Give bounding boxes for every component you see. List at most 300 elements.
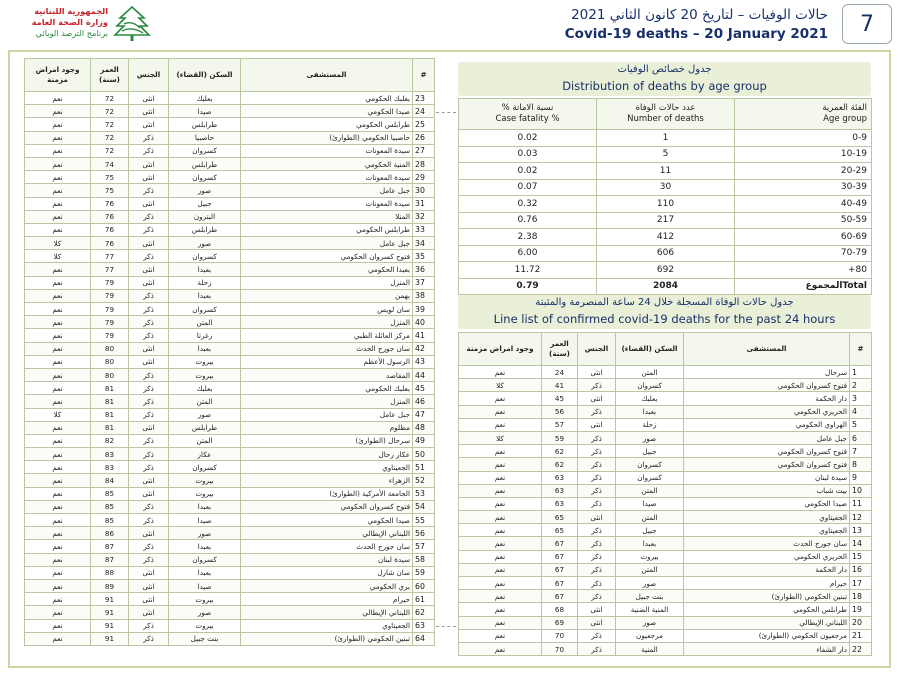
hospital-cell: دار الحكمة xyxy=(684,563,850,576)
case-fatality-cell: 0.02 xyxy=(459,130,597,147)
chronic-disease-cell: كلا xyxy=(25,408,91,421)
row-number-cell: 51 xyxy=(413,461,435,474)
residence-cell: المتن xyxy=(616,563,684,576)
hospital-cell: الجعيتاوي xyxy=(241,461,413,474)
deaths-count-cell: 412 xyxy=(597,229,735,246)
gender-cell: انثى xyxy=(129,342,169,355)
age-cell: 74 xyxy=(91,157,129,170)
row-number-cell: 18 xyxy=(850,590,872,603)
gender-cell: انثى xyxy=(129,527,169,540)
gender-cell: ذكر xyxy=(129,553,169,566)
total-label-english: Total xyxy=(842,281,867,292)
residence-cell: صور xyxy=(169,184,241,197)
hospital-cell: طرابلس الحكومي xyxy=(241,223,413,236)
age-cell: 72 xyxy=(91,105,129,118)
table-row xyxy=(25,157,435,170)
row-number-cell: 26 xyxy=(413,131,435,144)
gender-cell: ذكر xyxy=(129,500,169,513)
row-number-cell: 10 xyxy=(850,484,872,497)
row-number-cell: 12 xyxy=(850,511,872,524)
gender-cell: ذكر xyxy=(578,471,616,484)
row-number-cell: 30 xyxy=(413,184,435,197)
logo-line-ministry: وزارة الصحة العامة xyxy=(31,17,108,27)
age-cell: 65 xyxy=(542,524,578,537)
gender-cell: انثى xyxy=(129,474,169,487)
row-number-cell: 3 xyxy=(850,392,872,405)
table-row xyxy=(459,212,872,229)
line-list-section-title xyxy=(458,295,871,329)
page-title-arabic: حالات الوفيات – لتاريخ 20 كانون الثاني 2021 xyxy=(571,7,828,23)
hospital-cell: جبل عامل xyxy=(241,408,413,421)
chronic-disease-cell: نعم xyxy=(25,368,91,381)
row-number-cell: 29 xyxy=(413,171,435,184)
row-number-cell: 59 xyxy=(413,566,435,579)
residence-cell: صور xyxy=(169,408,241,421)
residence-cell: بيروت xyxy=(169,355,241,368)
line-list-table xyxy=(458,332,872,656)
table-row xyxy=(459,418,872,431)
hospital-cell: مركز العائلة الطبي xyxy=(241,329,413,342)
chronic-disease-cell: نعم xyxy=(459,405,542,418)
connector-line-top xyxy=(436,112,456,113)
table-row xyxy=(459,405,872,418)
gender-cell: انثى xyxy=(578,366,616,379)
age-cell: 84 xyxy=(91,474,129,487)
row-number-cell: 31 xyxy=(413,197,435,210)
gender-cell: ذكر xyxy=(578,563,616,576)
case-fatality-cell: 0.76 xyxy=(459,212,597,229)
gender-cell: ذكر xyxy=(578,497,616,510)
age-cell: 24 xyxy=(542,366,578,379)
residence-cell: بعبدا xyxy=(616,405,684,418)
table-row xyxy=(25,92,435,105)
residence-cell: المتن xyxy=(169,395,241,408)
hospital-cell: اللبناني الإيطالي xyxy=(241,527,413,540)
gender-cell: انثى xyxy=(578,392,616,405)
chronic-disease-cell: نعم xyxy=(25,527,91,540)
residence-cell: البترون xyxy=(169,210,241,223)
age-cell: 67 xyxy=(542,577,578,590)
hospital-cell: جبل عامل xyxy=(241,237,413,250)
case-fatality-cell: 0.32 xyxy=(459,196,597,213)
age-cell: 87 xyxy=(91,540,129,553)
table-row xyxy=(459,163,872,180)
residence-cell: المنية xyxy=(616,642,684,655)
gender-cell: ذكر xyxy=(578,577,616,590)
total-deaths: 2084 xyxy=(597,278,735,295)
age-cell: 67 xyxy=(542,537,578,550)
row-number-cell: 11 xyxy=(850,497,872,510)
gender-cell: انثى xyxy=(578,616,616,629)
logo-line-program: برنامج الترصد الوبائي xyxy=(35,28,108,38)
residence-cell: صيدا xyxy=(169,579,241,592)
gender-cell: ذكر xyxy=(129,395,169,408)
col-header-deaths xyxy=(597,99,735,130)
hospital-cell: دار الحكمة xyxy=(684,392,850,405)
hospital-cell: بعلبك الحكومي xyxy=(241,382,413,395)
gender-cell: انثى xyxy=(129,606,169,619)
gender-cell: ذكر xyxy=(578,431,616,444)
row-number-cell: 16 xyxy=(850,563,872,576)
row-number-cell: 38 xyxy=(413,289,435,302)
deaths-header-english: Number of deaths xyxy=(627,114,704,124)
left-deaths-table xyxy=(24,58,435,646)
age-cell: 88 xyxy=(91,566,129,579)
residence-cell: بنت جبيل xyxy=(616,590,684,603)
col-header-number: # xyxy=(850,333,872,366)
residence-cell: بيروت xyxy=(169,619,241,632)
row-number-cell: 17 xyxy=(850,577,872,590)
row-number-cell: 37 xyxy=(413,276,435,289)
table-row xyxy=(459,577,872,590)
chronic-disease-cell: نعم xyxy=(25,593,91,606)
chronic-disease-cell: نعم xyxy=(25,276,91,289)
gender-cell: ذكر xyxy=(578,537,616,550)
gender-cell: انثى xyxy=(129,579,169,592)
hospital-cell: اللبناني الإيطالي xyxy=(684,616,850,629)
age-cell: 69 xyxy=(542,616,578,629)
chronic-disease-cell: نعم xyxy=(459,445,542,458)
age-cell: 79 xyxy=(91,289,129,302)
gender-cell: ذكر xyxy=(129,540,169,553)
age-cell: 91 xyxy=(91,606,129,619)
residence-cell: المتن xyxy=(616,366,684,379)
row-number-cell: 34 xyxy=(413,237,435,250)
row-number-cell: 56 xyxy=(413,527,435,540)
deaths-count-cell: 30 xyxy=(597,179,735,196)
hospital-cell: سرحال xyxy=(684,366,850,379)
age-group-cell: 20-29 xyxy=(735,163,872,180)
ministry-logo xyxy=(8,4,158,44)
age-cell: 76 xyxy=(91,210,129,223)
cfr-header-arabic: نسبة الاماتة % xyxy=(501,103,554,113)
age-cell: 83 xyxy=(91,461,129,474)
hospital-cell: عكار رحال xyxy=(241,448,413,461)
gender-cell: ذكر xyxy=(129,303,169,316)
total-row xyxy=(459,278,872,295)
table-row xyxy=(25,276,435,289)
chronic-disease-cell: نعم xyxy=(25,448,91,461)
gender-cell: انثى xyxy=(129,487,169,500)
hospital-cell: المنزل xyxy=(241,395,413,408)
table-row xyxy=(25,474,435,487)
case-fatality-cell: 0.07 xyxy=(459,179,597,196)
hospital-cell: جبل عامل xyxy=(241,184,413,197)
age-cell: 63 xyxy=(542,497,578,510)
residence-cell: المتن xyxy=(616,511,684,524)
hospital-cell: بعلبك الحكومي xyxy=(241,92,413,105)
row-number-cell: 25 xyxy=(413,118,435,131)
age-cell: 85 xyxy=(91,514,129,527)
hospital-cell: بري الحكومي xyxy=(241,579,413,592)
chronic-disease-cell: كلا xyxy=(459,379,542,392)
hospital-cell: الجعيتاوي xyxy=(684,511,850,524)
table-header-row xyxy=(459,333,872,366)
hospital-cell: المنية الحكومي xyxy=(241,157,413,170)
gender-cell: ذكر xyxy=(578,642,616,655)
row-number-cell: 21 xyxy=(850,629,872,642)
chronic-disease-cell: نعم xyxy=(25,92,91,105)
page-title-english: Covid-19 deaths – 20 January 2021 xyxy=(564,26,828,42)
age-cell: 56 xyxy=(542,405,578,418)
row-number-cell: 40 xyxy=(413,316,435,329)
residence-cell: زحلة xyxy=(169,276,241,289)
residence-cell: المتن xyxy=(169,316,241,329)
chronic-disease-cell: نعم xyxy=(25,553,91,566)
gender-cell: ذكر xyxy=(129,210,169,223)
residence-cell: المنية الضنية xyxy=(616,603,684,616)
gender-cell: ذكر xyxy=(129,329,169,342)
hospital-cell: حيرام xyxy=(241,593,413,606)
col-header-chronic: وجود امراض مزمنة xyxy=(459,333,542,366)
age-cell: 91 xyxy=(91,593,129,606)
gender-cell: انثى xyxy=(129,105,169,118)
chronic-disease-cell: نعم xyxy=(459,418,542,431)
gender-cell: ذكر xyxy=(578,445,616,458)
table-row xyxy=(25,500,435,513)
hospital-cell: اللبناني الإيطالي xyxy=(241,606,413,619)
col-header-age: العمر (سنة) xyxy=(91,59,129,92)
age-group-cell: 50-59 xyxy=(735,212,872,229)
residence-cell: بيروت xyxy=(169,487,241,500)
table-row xyxy=(459,590,872,603)
table-row xyxy=(25,105,435,118)
age-cell: 89 xyxy=(91,579,129,592)
hospital-cell: الحريري الحكومي xyxy=(684,550,850,563)
table-row xyxy=(25,619,435,632)
residence-cell: بيروت xyxy=(169,368,241,381)
table-row xyxy=(459,563,872,576)
residence-cell: مرجعيون xyxy=(616,629,684,642)
table-row xyxy=(459,471,872,484)
table-row xyxy=(459,603,872,616)
chronic-disease-cell: نعم xyxy=(25,474,91,487)
table-row xyxy=(25,632,435,645)
gender-cell: ذكر xyxy=(129,184,169,197)
table-row xyxy=(459,458,872,471)
row-number-cell: 19 xyxy=(850,603,872,616)
residence-cell: بعبدا xyxy=(169,342,241,355)
gender-cell: ذكر xyxy=(578,484,616,497)
chronic-disease-cell: نعم xyxy=(25,157,91,170)
col-header-gender: الجنس xyxy=(129,59,169,92)
age-title-arabic: جدول خصائص الوفيات xyxy=(617,64,712,75)
table-row xyxy=(25,579,435,592)
table-row xyxy=(25,408,435,421)
age-cell: 91 xyxy=(91,619,129,632)
gender-cell: ذكر xyxy=(129,632,169,645)
age-cell: 80 xyxy=(91,342,129,355)
age-group-cell: 70-79 xyxy=(735,245,872,262)
chronic-disease-cell: كلا xyxy=(25,237,91,250)
chronic-disease-cell: نعم xyxy=(25,606,91,619)
hospital-cell: سيدة المعونات xyxy=(241,171,413,184)
table-row xyxy=(25,316,435,329)
age-cell: 65 xyxy=(542,511,578,524)
table-row xyxy=(459,366,872,379)
table-row xyxy=(459,484,872,497)
chronic-disease-cell: نعم xyxy=(25,303,91,316)
row-number-cell: 42 xyxy=(413,342,435,355)
chronic-disease-cell: نعم xyxy=(459,629,542,642)
deaths-count-cell: 5 xyxy=(597,146,735,163)
gender-cell: ذكر xyxy=(129,144,169,157)
age-cell: 77 xyxy=(91,263,129,276)
chronic-disease-cell: نعم xyxy=(25,263,91,276)
age-cell: 76 xyxy=(91,197,129,210)
hospital-cell: حاصبيا الحكومي (الطوارئ) xyxy=(241,131,413,144)
line-list-title-arabic: جدول حالات الوفاة المسجلة خلال 24 ساعة المنصرمة والمثبتة xyxy=(535,297,794,308)
age-cell: 77 xyxy=(91,250,129,263)
gender-cell: ذكر xyxy=(129,514,169,527)
chronic-disease-cell: نعم xyxy=(25,131,91,144)
hospital-cell: بهمن xyxy=(241,289,413,302)
gender-cell: ذكر xyxy=(578,590,616,603)
case-fatality-cell: 11.72 xyxy=(459,262,597,279)
hospital-cell: المنلا xyxy=(241,210,413,223)
residence-cell: بعبدا xyxy=(169,289,241,302)
col-header-chronic: وجود امراض مزمنة xyxy=(25,59,91,92)
hospital-cell: صيدا الحكومي xyxy=(241,105,413,118)
age-group-cell: 60-69 xyxy=(735,229,872,246)
chronic-disease-cell: نعم xyxy=(459,642,542,655)
residence-cell: جبيل xyxy=(169,197,241,210)
age-cell: 59 xyxy=(542,431,578,444)
residence-cell: صيدا xyxy=(616,497,684,510)
line-list-title-english: Line list of confirmed covid-19 deaths for the past 24 hours xyxy=(493,312,836,326)
hospital-cell: فتوح كسروان الحكومي xyxy=(684,445,850,458)
age-cell: 70 xyxy=(542,629,578,642)
row-number-cell: 60 xyxy=(413,579,435,592)
chronic-disease-cell: نعم xyxy=(25,289,91,302)
table-header-row xyxy=(459,99,872,130)
gender-cell: انثى xyxy=(578,418,616,431)
age-cell: 68 xyxy=(542,603,578,616)
row-number-cell: 54 xyxy=(413,500,435,513)
age-cell: 79 xyxy=(91,303,129,316)
chronic-disease-cell: نعم xyxy=(25,540,91,553)
gender-cell: ذكر xyxy=(129,619,169,632)
table-row xyxy=(459,550,872,563)
table-row xyxy=(25,237,435,250)
hospital-cell: طرابلس الحكومي xyxy=(684,603,850,616)
gender-cell: انثى xyxy=(129,237,169,250)
chronic-disease-cell: نعم xyxy=(459,524,542,537)
age-cell: 79 xyxy=(91,316,129,329)
age-group-cell: 10-19 xyxy=(735,146,872,163)
hospital-cell: سيدة المعونات xyxy=(241,197,413,210)
chronic-disease-cell: نعم xyxy=(459,511,542,524)
residence-cell: عكار xyxy=(169,448,241,461)
table-row xyxy=(25,197,435,210)
age-cell: 83 xyxy=(91,448,129,461)
table-row xyxy=(25,144,435,157)
gender-cell: انثى xyxy=(129,421,169,434)
chronic-disease-cell: نعم xyxy=(25,342,91,355)
table-row xyxy=(25,171,435,184)
hospital-cell: مظلوم xyxy=(241,421,413,434)
table-row xyxy=(459,130,872,147)
residence-cell: بعبدا xyxy=(616,537,684,550)
ministry-name xyxy=(8,6,108,39)
case-fatality-cell: 0.02 xyxy=(459,163,597,180)
row-number-cell: 36 xyxy=(413,263,435,276)
table-row xyxy=(459,497,872,510)
table-row xyxy=(25,289,435,302)
col-header-hospital: المستشفى xyxy=(241,59,413,92)
chronic-disease-cell: نعم xyxy=(459,563,542,576)
chronic-disease-cell: نعم xyxy=(459,497,542,510)
chronic-disease-cell: نعم xyxy=(25,632,91,645)
age-cell: 81 xyxy=(91,395,129,408)
row-number-cell: 57 xyxy=(413,540,435,553)
cedar-icon xyxy=(112,4,152,44)
hospital-cell: الجعيتاوي xyxy=(241,619,413,632)
gender-cell: انثى xyxy=(129,276,169,289)
hospital-cell: سان شارل xyxy=(241,566,413,579)
age-cell: 67 xyxy=(542,590,578,603)
table-row xyxy=(459,262,872,279)
case-fatality-cell: 6.00 xyxy=(459,245,597,262)
chronic-disease-cell: كلا xyxy=(459,431,542,444)
residence-cell: كسروان xyxy=(616,458,684,471)
row-number-cell: 13 xyxy=(850,524,872,537)
residence-cell: طرابلس xyxy=(169,157,241,170)
hospital-cell: الجعيتاوي xyxy=(684,524,850,537)
hospital-cell: الحريري الحكومي xyxy=(684,405,850,418)
age-cell: 81 xyxy=(91,421,129,434)
hospital-cell: سان جورج الحدث xyxy=(684,537,850,550)
hospital-cell: طرابلس الحكومي xyxy=(241,118,413,131)
table-row xyxy=(459,511,872,524)
residence-cell: المتن xyxy=(616,484,684,497)
hospital-cell: الزهراء xyxy=(241,474,413,487)
age-group-cell: 30-39 xyxy=(735,179,872,196)
gender-cell: ذكر xyxy=(129,448,169,461)
table-row xyxy=(25,329,435,342)
table-row xyxy=(25,553,435,566)
hospital-cell: حيرام xyxy=(684,577,850,590)
row-number-cell: 9 xyxy=(850,471,872,484)
residence-cell: بيروت xyxy=(169,593,241,606)
age-cell: 85 xyxy=(91,487,129,500)
table-row xyxy=(459,642,872,655)
row-number-cell: 24 xyxy=(413,105,435,118)
residence-cell: جبيل xyxy=(616,445,684,458)
age-cell: 72 xyxy=(91,92,129,105)
gender-cell: ذكر xyxy=(129,434,169,447)
chronic-disease-cell: نعم xyxy=(25,461,91,474)
table-row xyxy=(25,250,435,263)
hospital-cell: سان جورج الحدث xyxy=(241,540,413,553)
table-row xyxy=(25,131,435,144)
hospital-cell: فتوح كسروان الحكومي xyxy=(241,500,413,513)
chronic-disease-cell: نعم xyxy=(459,366,542,379)
hospital-cell: سيدة لبنان xyxy=(241,553,413,566)
row-number-cell: 7 xyxy=(850,445,872,458)
row-number-cell: 22 xyxy=(850,642,872,655)
table-header-row xyxy=(25,59,435,92)
residence-cell: زغرتا xyxy=(169,329,241,342)
connector-line-bottom xyxy=(436,626,456,627)
chronic-disease-cell: نعم xyxy=(25,395,91,408)
chronic-disease-cell: نعم xyxy=(25,329,91,342)
row-number-cell: 28 xyxy=(413,157,435,170)
age-cell: 72 xyxy=(91,144,129,157)
chronic-disease-cell: نعم xyxy=(25,500,91,513)
gender-cell: انثى xyxy=(578,603,616,616)
hospital-cell: تبنين الحكومي (الطوارئ) xyxy=(241,632,413,645)
